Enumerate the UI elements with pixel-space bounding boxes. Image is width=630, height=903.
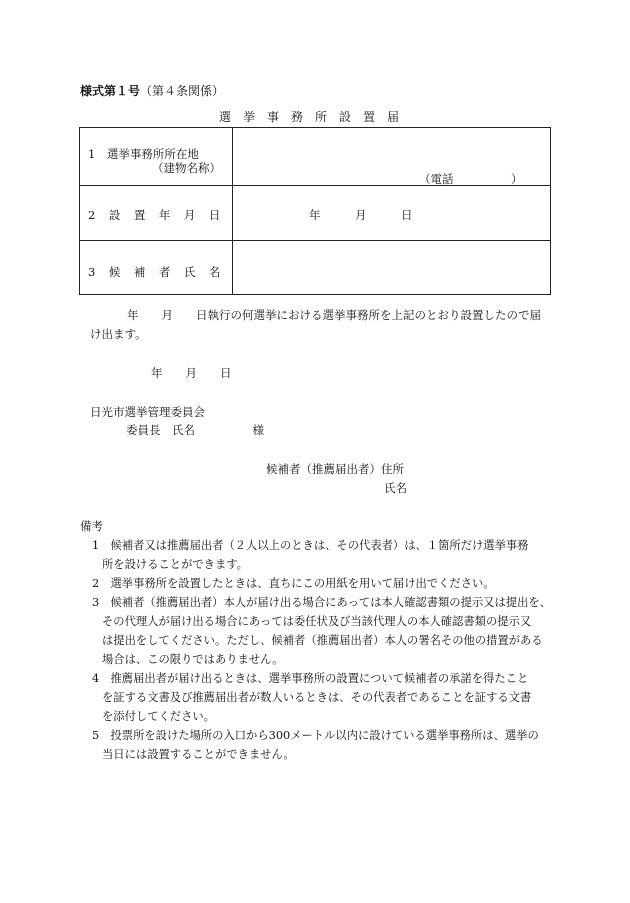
form-number-label xyxy=(80,82,224,99)
note-line: 4 推薦届出者が届け出るときは、選挙事務所の設置について候補者の承諾を得たこと xyxy=(92,672,529,685)
note-line: 所を設けることができます。 xyxy=(102,558,248,571)
establish-date-label: 2 設 置 年 月 日 xyxy=(88,208,222,222)
note-line: 1 候補者又は推薦届出者（２人以上のときは、その代表者）は、１箇所だけ選挙事務 xyxy=(92,539,529,552)
note-line: 場合は、この限りではありません。 xyxy=(102,653,284,666)
statement-line-1: 年 月 日執行の何選挙における選挙事務所を上記のとおり設置したので届 xyxy=(127,308,541,322)
note-line: は提出をしてください。ただし、候補者（推薦届出者）本人の署名その他の措置がある xyxy=(102,634,543,647)
addressee-chair: 委員長 氏名 様 xyxy=(126,423,264,437)
form-relation: （第４条関係） xyxy=(140,84,225,98)
note-line: 5 投票所を設けた場所の入口から300メートル以内に設けている選挙事務所は、選挙の xyxy=(92,729,539,742)
table-divider xyxy=(80,240,550,241)
table-divider xyxy=(232,128,233,294)
establish-date-field[interactable]: 年 月 日 xyxy=(309,208,413,222)
addressee-committee: 日光市選挙管理委員会 xyxy=(90,405,205,419)
submission-date: 年 月 日 xyxy=(151,366,232,380)
building-name-label: （建物名称） xyxy=(152,161,221,175)
note-line: その代理人が届け出る場合にあっては委任状及び当該代理人の本人確認書類の提示又 xyxy=(102,615,532,628)
candidate-name-label: 3 候 補 者 氏 名 xyxy=(88,265,222,279)
office-address-label: 1 選挙事務所所在地 xyxy=(88,147,199,161)
applicant-address: 候補者（推薦届出者）住所 xyxy=(266,462,404,476)
note-line: 当日には設置することができません。 xyxy=(102,748,295,761)
form-number: 様式第１号 xyxy=(80,84,141,98)
note-line: 2 選挙事務所を設置したときは、直ちにこの用紙を用いて届け出でください。 xyxy=(92,577,495,590)
form-table xyxy=(79,127,551,295)
office-phone-field[interactable]: （電話 ） xyxy=(419,172,523,186)
document-title: 選挙事務所設置届 xyxy=(218,110,411,124)
note-line: を添付してください。 xyxy=(102,710,215,723)
note-line: 3 候補者（推薦届出者）本人が届け出る場合にあっては本人確認書類の提示又は提出を、 xyxy=(92,596,551,609)
note-line: を証する文書及び推薦届出者が数人いるときは、その代表者であることを証する文書 xyxy=(102,691,532,704)
applicant-name: 氏名 xyxy=(384,481,407,495)
statement-line-2: け出ます。 xyxy=(90,327,147,341)
notes-heading: 備考 xyxy=(80,519,103,533)
candidate-name-field[interactable] xyxy=(240,246,540,286)
